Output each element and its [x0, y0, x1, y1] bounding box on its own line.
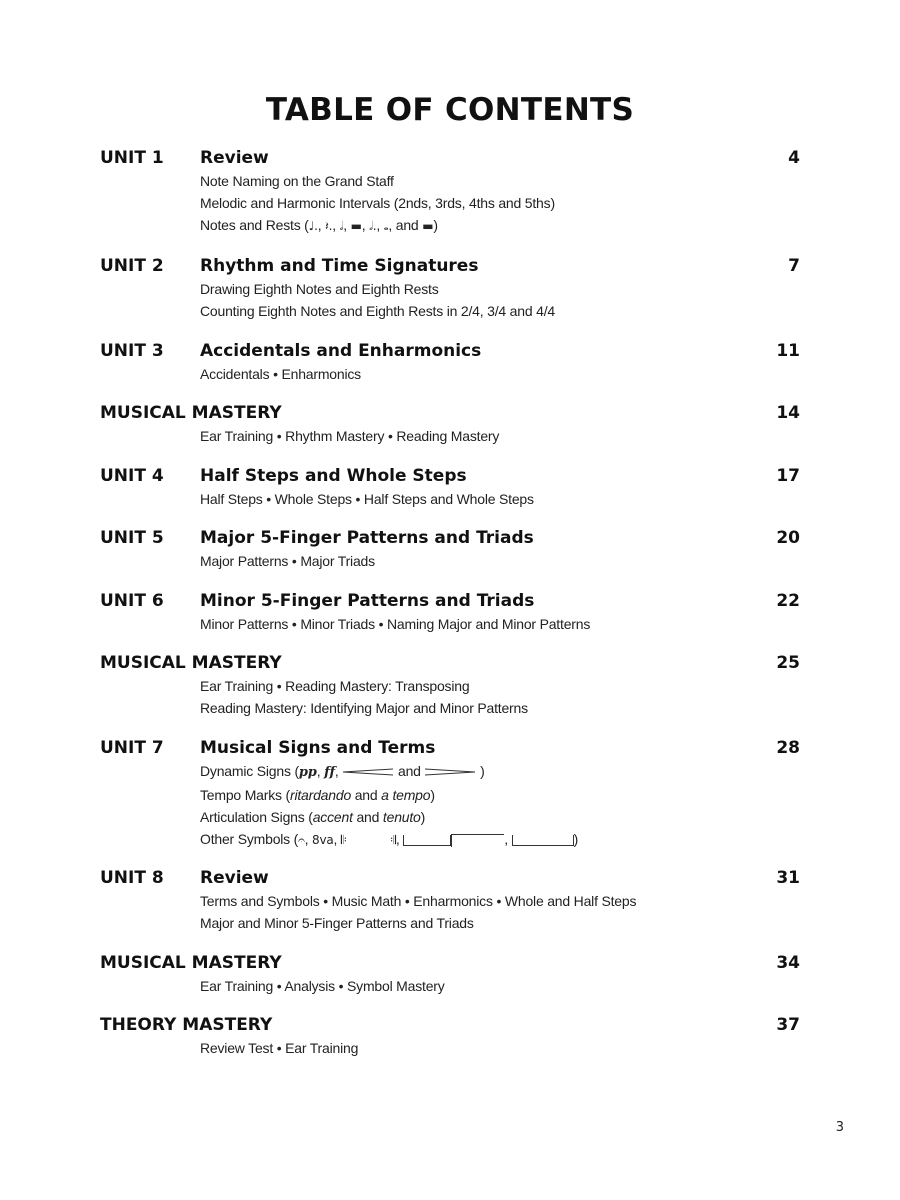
repeat-start-icon: 𝄆: [340, 833, 347, 847]
tenuto-term: tenuto: [382, 809, 421, 825]
half-note-icon: 𝅗𝅥: [339, 219, 344, 233]
entry-page-number: 25: [776, 653, 800, 673]
entry-label: MUSICAL MASTERY: [100, 403, 282, 423]
toc-entry-musical-mastery-3: [100, 951, 800, 997]
toc-entry-theory-mastery: [100, 1013, 800, 1059]
entry-heading: Rhythm and Time Signatures: [200, 256, 479, 276]
entry-page-number: 14: [776, 403, 800, 423]
decrescendo-icon: [424, 768, 476, 776]
entry-subtopic: Accidentals • Enharmonics: [200, 366, 361, 382]
toc-entry-musical-mastery-2: [100, 651, 800, 719]
other-suffix: ): [573, 831, 579, 847]
entry-subtopic: Minor Patterns • Minor Triads • Naming Major and Minor Patterns: [200, 616, 591, 632]
dotted-half-note-icon: 𝅗𝅥.: [369, 219, 377, 233]
entry-label: UNIT 1: [100, 148, 164, 168]
dynamic-prefix: Dynamic Signs (: [200, 763, 299, 779]
toc-entry-unit-1: [100, 146, 800, 237]
whole-note-icon: 𝅝: [383, 219, 389, 233]
entry-label: THEORY MASTERY: [100, 1015, 273, 1035]
artic-prefix: Articulation Signs (: [200, 809, 313, 825]
entry-label: UNIT 7: [100, 738, 164, 758]
ottava-icon: 8va: [312, 833, 334, 847]
a-tempo-term: a tempo: [381, 787, 431, 803]
crescendo-icon: [342, 768, 394, 776]
notes-rests-prefix: Notes and Rests (: [200, 217, 309, 233]
second-ending-bracket-icon: [451, 834, 504, 847]
entry-page-number: 20: [776, 528, 800, 548]
dotted-quarter-rest-icon: 𝄽.: [325, 219, 333, 233]
entry-subtopic: Major and Minor 5-Finger Patterns and Triads: [200, 915, 474, 931]
whole-rest-icon: ▬: [422, 219, 434, 233]
page-title: TABLE OF CONTENTS: [265, 92, 635, 128]
entry-subtopic: Half Steps • Whole Steps • Half Steps and Whole Steps: [200, 491, 534, 507]
entry-label: UNIT 5: [100, 528, 164, 548]
entry-label: UNIT 2: [100, 256, 164, 276]
entry-heading: Musical Signs and Terms: [200, 738, 436, 758]
toc-entry-unit-8: [100, 866, 800, 934]
entry-subtopic-articulation: [200, 806, 800, 828]
toc-entry-unit-3: [100, 339, 800, 385]
toc-entry-musical-mastery-1: [100, 401, 800, 447]
entry-page-number: 28: [776, 738, 800, 758]
entry-label: UNIT 4: [100, 466, 164, 486]
entry-page-number: 17: [776, 466, 800, 486]
entry-label: UNIT 3: [100, 341, 164, 361]
entry-page-number: 31: [776, 868, 800, 888]
entry-page-number: 11: [776, 341, 800, 361]
notes-rests-and: , and: [388, 217, 423, 233]
entry-subtopic-dynamics: Dynamic Signs (pp, ff, and ): [200, 763, 485, 780]
tempo-suffix: ): [430, 787, 435, 803]
other-prefix: Other Symbols (: [200, 831, 299, 847]
tempo-prefix: Tempo Marks (: [200, 787, 290, 803]
entry-subtopic: Ear Training • Reading Mastery: Transposing: [200, 678, 470, 694]
dotted-quarter-note-icon: ♩.: [308, 219, 318, 233]
entry-label: MUSICAL MASTERY: [100, 953, 282, 973]
entry-label: MUSICAL MASTERY: [100, 653, 282, 673]
entry-label: UNIT 6: [100, 591, 164, 611]
entry-heading: Review: [200, 868, 269, 888]
notes-rests-suffix: ): [433, 217, 438, 233]
toc-entry-unit-6: [100, 589, 800, 635]
entry-subtopic-notes-rests: Notes and Rests (♩., 𝄽., 𝅗𝅥, ▬, 𝅗𝅥., 𝅝, and ▬): [200, 217, 438, 233]
entry-subtopic: Note Naming on the Grand Staff: [200, 173, 394, 189]
pedal-mark-icon: [512, 835, 574, 846]
first-ending-bracket-icon: [403, 835, 451, 846]
entry-page-number: 7: [788, 256, 800, 276]
entry-subtopic: Drawing Eighth Notes and Eighth Rests: [200, 281, 439, 297]
footer-page-number: 3: [835, 1120, 844, 1135]
entry-subtopic: Terms and Symbols • Music Math • Enharmonics • Whole and Half Steps: [200, 893, 637, 909]
entry-subtopic-tempo: [200, 784, 800, 806]
toc-entry-unit-7: [100, 736, 800, 851]
artic-and: and: [352, 809, 383, 825]
entry-page-number: 34: [776, 953, 800, 973]
fortissimo-symbol: ff: [324, 765, 335, 780]
ritardando-term: ritardando: [289, 787, 352, 803]
fermata-icon: 𝄐: [298, 833, 305, 847]
entry-page-number: 37: [776, 1015, 800, 1035]
entry-subtopic: Review Test • Ear Training: [200, 1040, 359, 1056]
repeat-end-icon: 𝄇: [390, 833, 396, 847]
entry-heading: Review: [200, 148, 269, 168]
entry-heading: Major 5-Finger Patterns and Triads: [200, 528, 534, 548]
entry-page-number: 4: [788, 148, 800, 168]
dynamic-and: and: [397, 763, 421, 779]
entry-subtopic: Major Patterns • Major Triads: [200, 553, 375, 569]
pianissimo-symbol: pp: [298, 765, 317, 780]
half-rest-icon: ▬: [350, 219, 362, 233]
entry-heading: Half Steps and Whole Steps: [200, 466, 467, 486]
entry-subtopic: Melodic and Harmonic Intervals (2nds, 3rds, 4ths and 5ths): [200, 195, 555, 211]
entry-subtopic: Reading Mastery: Identifying Major and Minor Patterns: [200, 700, 528, 716]
entry-page-number: 22: [776, 591, 800, 611]
toc-entry-unit-4: [100, 464, 800, 510]
tempo-and: and: [351, 787, 382, 803]
entry-subtopic: Ear Training • Rhythm Mastery • Reading Mastery: [200, 428, 500, 444]
entry-subtopic: Counting Eighth Notes and Eighth Rests in 2/4, 3/4 and 4/4: [200, 303, 555, 319]
toc-entry-unit-5: [100, 526, 800, 572]
entry-subtopic: Ear Training • Analysis • Symbol Mastery: [200, 978, 445, 994]
entry-heading: Minor 5-Finger Patterns and Triads: [200, 591, 535, 611]
accent-term: accent: [312, 809, 353, 825]
entry-heading: Accidentals and Enharmonics: [200, 341, 482, 361]
dynamic-suffix: ): [480, 763, 485, 779]
artic-suffix: ): [420, 809, 426, 825]
toc-entry-unit-2: [100, 254, 800, 322]
entry-label: UNIT 8: [100, 868, 164, 888]
entry-subtopic-other-symbols: Other Symbols (𝄐, 8va, 𝄆 𝄇, , ): [200, 831, 579, 847]
